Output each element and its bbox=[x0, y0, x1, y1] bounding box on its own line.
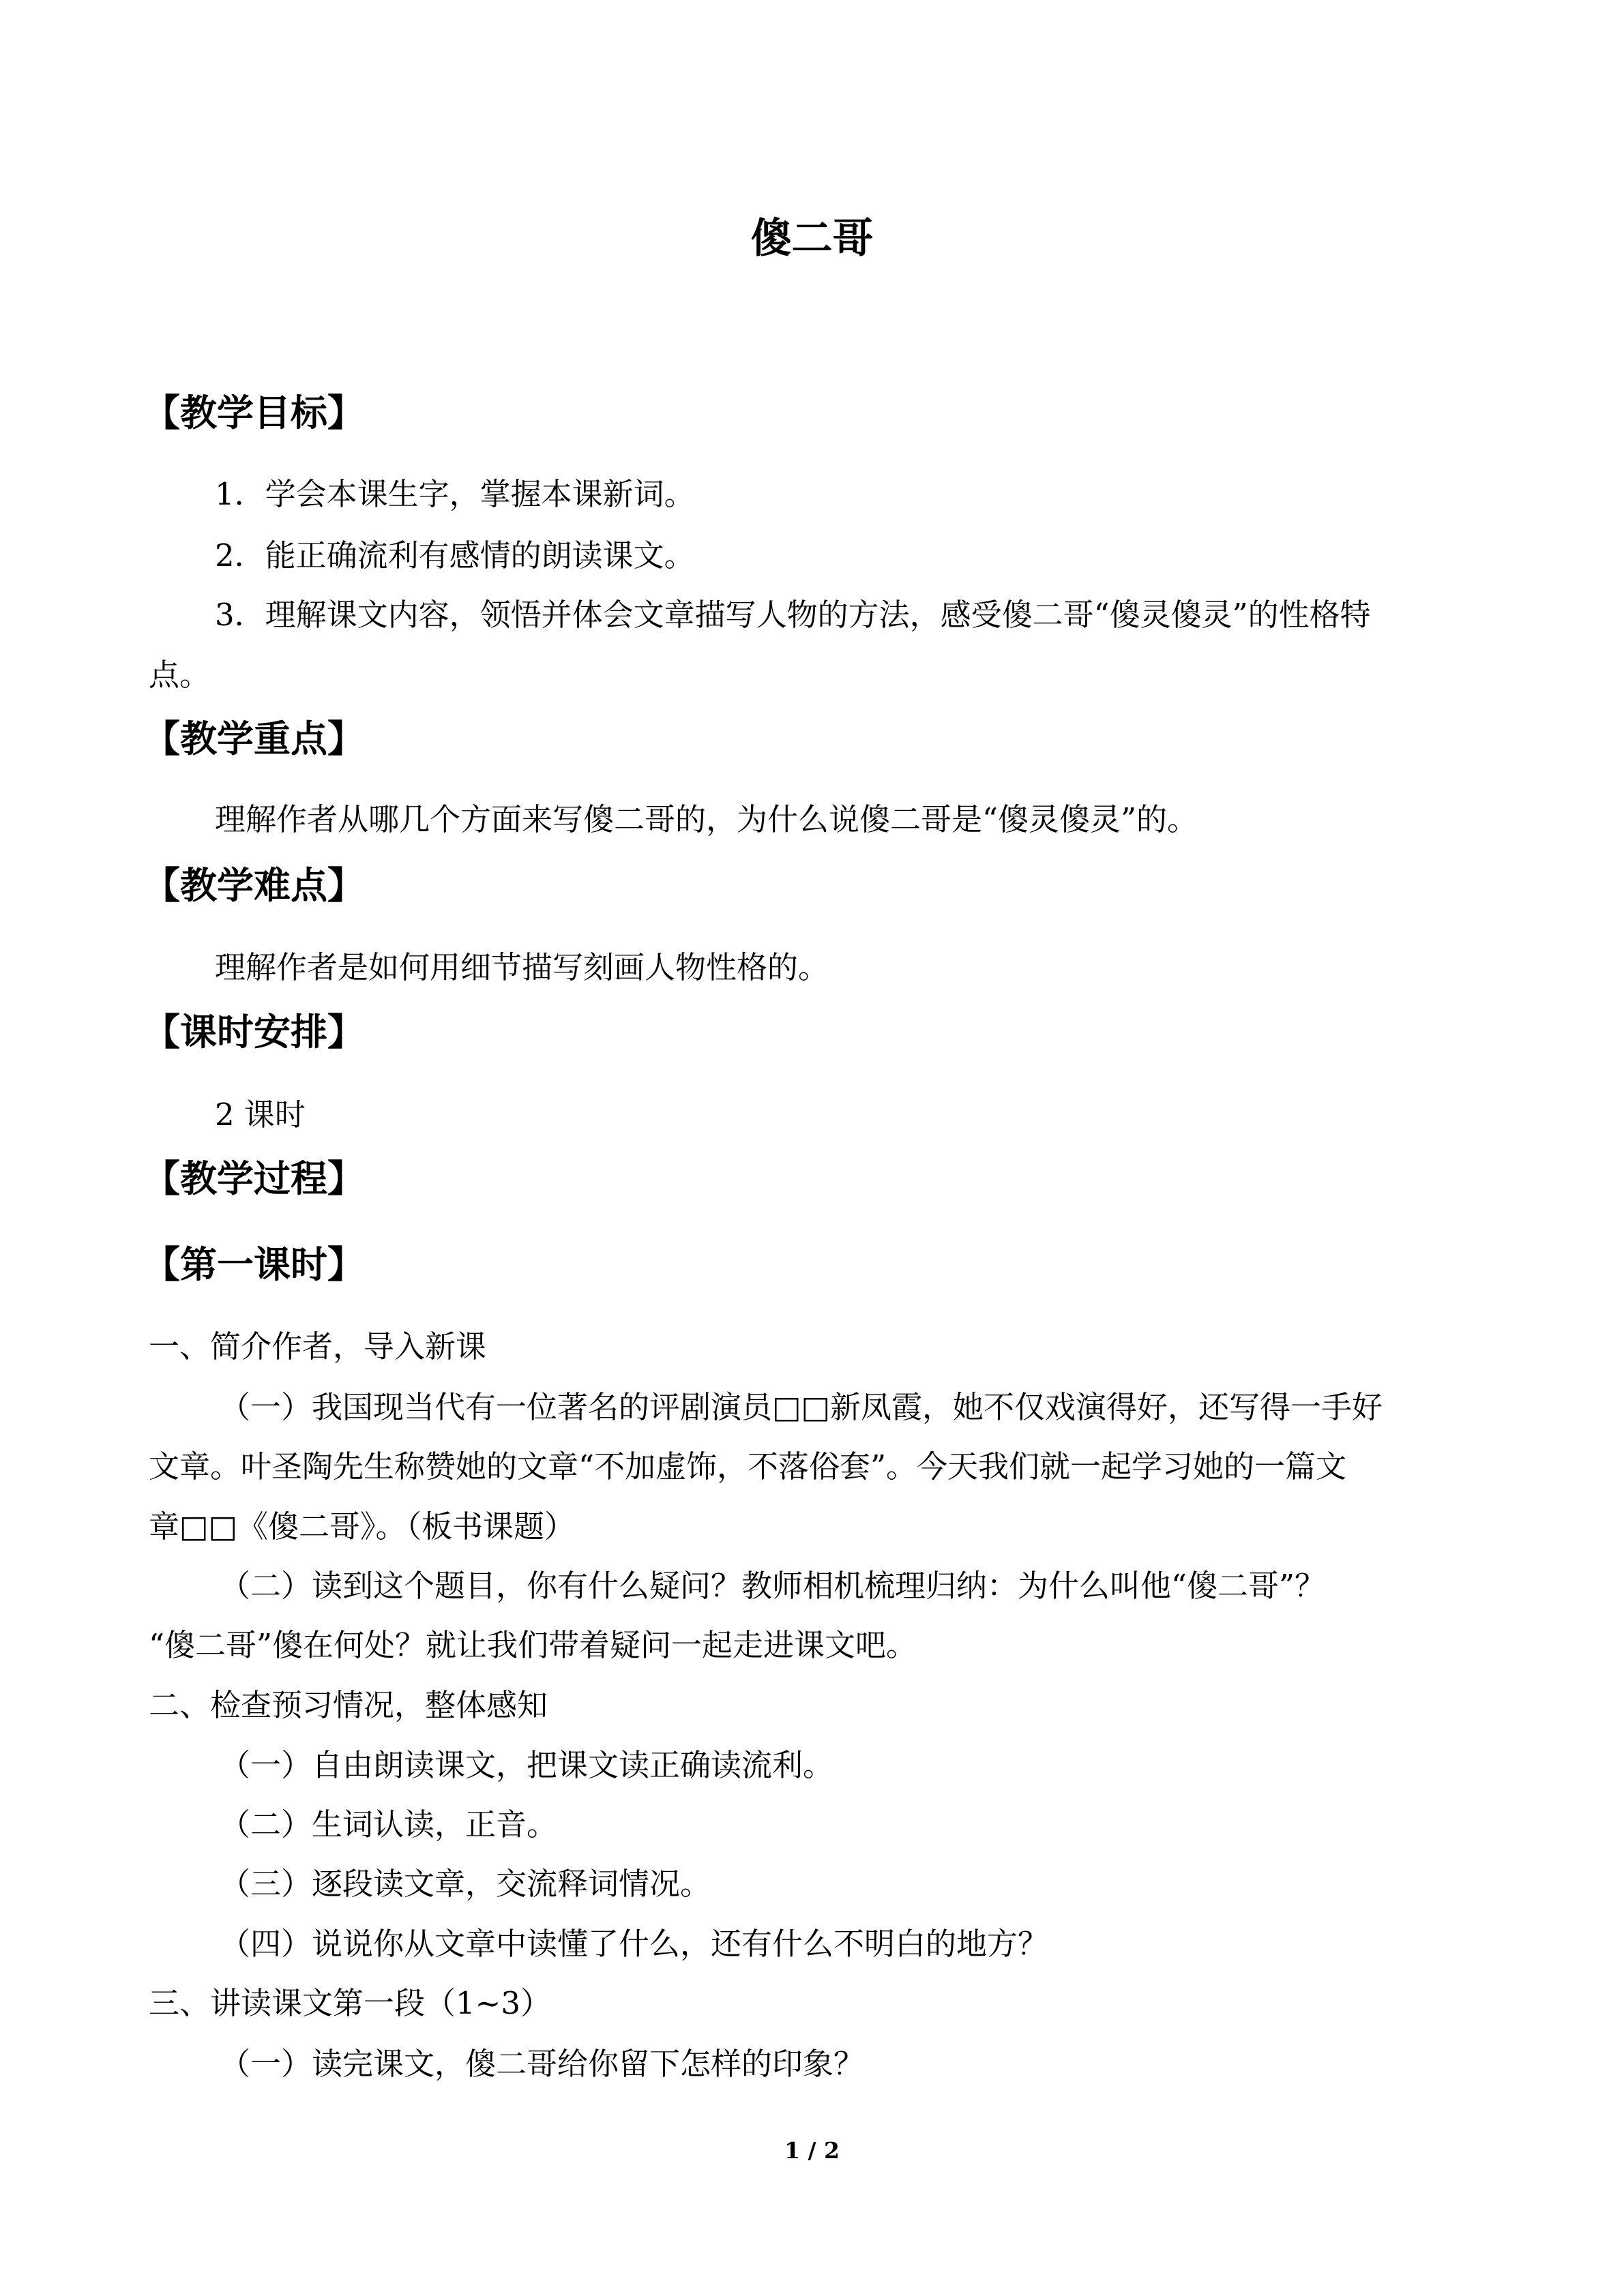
step-1-paragraph-2-line-2: “傻二哥”傻在何处？就让我们带着疑问一起走进课文吧。 bbox=[149, 1627, 917, 1663]
page-number: 1 / 2 bbox=[784, 2137, 840, 2164]
heading-key-points: 【教学重点】 bbox=[143, 717, 364, 760]
goal-item-2: 2．能正确流利有感情的朗读课文。 bbox=[215, 537, 695, 573]
step-1-paragraph-1-line-3: 章□□《傻二哥》。（板书课题） bbox=[149, 1508, 576, 1545]
step-1-paragraph-2-line-1: （二）读到这个题目，你有什么疑问？教师相机梳理归纳：为什么叫他“傻二哥”？ bbox=[220, 1568, 1326, 1604]
step-3-item-1: （一）读完课文，傻二哥给你留下怎样的印象？ bbox=[220, 2046, 865, 2082]
step-2-item-2: （二）生词认读，正音。 bbox=[220, 1806, 558, 1843]
step-2-heading: 二、检查预习情况，整体感知 bbox=[149, 1687, 548, 1723]
step-2-item-4: （四）说说你从文章中读懂了什么，还有什么不明白的地方？ bbox=[220, 1926, 1049, 1962]
schedule-text: 2 课时 bbox=[215, 1097, 306, 1133]
step-1-paragraph-1-line-1: （一）我国现当代有一位著名的评剧演员□□新凤霞，她不仅戏演得好，还写得一手好 bbox=[220, 1389, 1383, 1425]
step-2-item-1: （一）自由朗读课文，把课文读正确读流利。 bbox=[220, 1747, 834, 1783]
page-title: 傻二哥 bbox=[750, 215, 874, 263]
heading-teaching-process: 【教学过程】 bbox=[143, 1157, 364, 1200]
step-3-heading: 三、讲读课文第一段（1~3） bbox=[149, 1985, 551, 2021]
step-1-paragraph-1-line-2: 文章。叶圣陶先生称赞她的文章“不加虚饰，不落俗套”。今天我们就一起学习她的一篇文 bbox=[149, 1448, 1347, 1485]
heading-difficulties: 【教学难点】 bbox=[143, 863, 364, 907]
step-1-heading: 一、简介作者，导入新课 bbox=[149, 1328, 487, 1365]
heading-first-lesson: 【第一课时】 bbox=[143, 1242, 364, 1286]
difficulties-text: 理解作者是如何用细节描写刻画人物性格的。 bbox=[215, 949, 829, 985]
heading-teaching-goals: 【教学目标】 bbox=[143, 391, 364, 434]
step-2-item-3: （三）逐段读文章，交流释词情况。 bbox=[220, 1866, 711, 1902]
heading-schedule: 【课时安排】 bbox=[143, 1010, 364, 1054]
goal-item-1: 1．学会本课生字，掌握本课新词。 bbox=[215, 476, 695, 512]
goal-item-3-continuation: 点。 bbox=[149, 657, 211, 693]
key-points-text: 理解作者从哪几个方面来写傻二哥的，为什么说傻二哥是“傻灵傻灵”的。 bbox=[215, 801, 1198, 837]
goal-item-3: 3．理解课文内容，领悟并体会文章描写人物的方法，感受傻二哥“傻灵傻灵”的性格特 bbox=[215, 597, 1371, 633]
